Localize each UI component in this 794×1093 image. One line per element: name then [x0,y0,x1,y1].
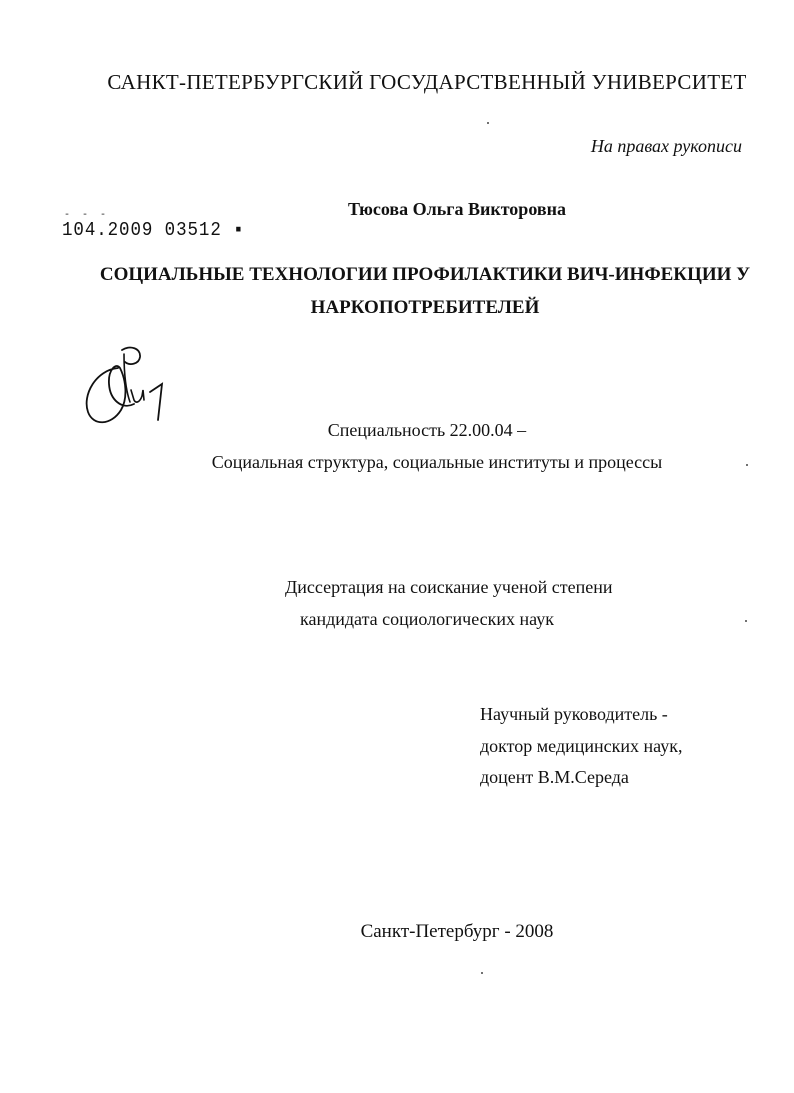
manuscript-rights-note: На правах рукописи [590,136,742,156]
dissertation-degree-line-1: Диссертация на соискание ученой степени [285,577,613,597]
scan-speck [746,464,748,466]
scan-speck [481,972,483,974]
dissertation-title [0,258,794,324]
supervisor-name: доцент В.М.Середа [480,767,629,787]
author-name: Тюсова Ольга Викторовна [348,199,566,219]
scan-speck [745,620,747,622]
archive-code-dot: ▪ [221,219,245,241]
archive-code-marks: - - - [64,210,110,221]
archive-code-text: 104.2009 03512 [62,219,222,241]
dissertation-degree-line-2: кандидата социологических наук [300,609,554,629]
specialty-code: Специальность 22.00.04 – [327,420,527,440]
scan-speck [487,122,489,124]
specialty-name: Социальная структура, социальные институты и процессы [211,452,663,472]
archive-code-stamp [62,219,245,241]
dissertation-title-line-2: НАРКОПОТРЕБИТЕЛЕЙ [310,297,540,318]
city-and-year: Санкт-Петербург - 2008 [360,921,554,942]
dissertation-title-line-1: СОЦИАЛЬНЫЕ ТЕХНОЛОГИИ ПРОФИЛАКТИКИ ВИЧ-ИНФЕКЦИИ У [99,264,751,285]
university-name: САНКТ-ПЕТЕРБУРГСКИЙ ГОСУДАРСТВЕННЫЙ УНИВЕРСИТЕТ [107,70,747,94]
supervisor-degree: доктор медицинских наук, [480,736,683,756]
supervisor-role: Научный руководитель - [480,704,668,724]
